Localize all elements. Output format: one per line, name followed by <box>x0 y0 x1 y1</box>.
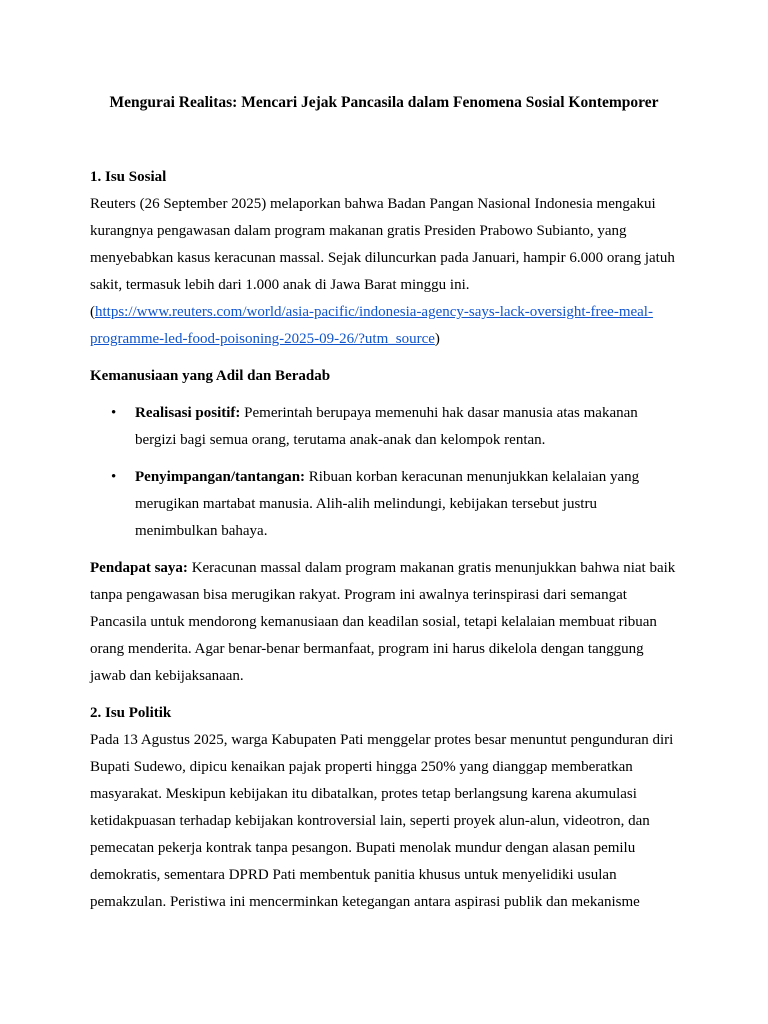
section-heading-political: 2. Isu Politik <box>90 705 172 721</box>
section-heading-social: 1. Isu Sosial <box>90 169 167 185</box>
bullet-label: Penyimpangan/tantangan: <box>135 469 306 485</box>
list-item <box>90 464 682 545</box>
social-paragraph <box>90 191 682 353</box>
bullet-list <box>90 400 682 545</box>
opinion-paragraph <box>90 555 682 690</box>
social-body: Reuters (26 September 2025) melaporkan bahwa Badan Pangan Nasional Indonesia mengakui kurangnya pengawasan dalam program makanan gratis Presiden Prabowo Subianto, yang menyebabkan kasus keracunan massal. Sejak diluncurkan pada Januari, hampir 6.000 orang jatuh sakit, termasuk lebih dari 1.000 anak di Jawa Barat minggu ini. <box>90 196 675 293</box>
principle-heading: Kemanusiaan yang Adil dan Beradab <box>90 368 331 384</box>
document-body <box>90 164 682 916</box>
link-close-paren: ) <box>434 331 440 347</box>
list-item <box>90 400 682 454</box>
reuters-link[interactable]: https://www.reuters.com/world/asia-pacific/indonesia-agency-says-lack-oversight-free-meal-programme-led-food-poisoning-2025-09-26/?utm_source <box>90 304 653 347</box>
bullet-label: Realisasi positif: <box>135 405 241 421</box>
bullet-icon: • <box>111 405 117 421</box>
political-paragraph: Pada 13 Agustus 2025, warga Kabupaten Pati menggelar protes besar menuntut pengunduran diri Bupati Sudewo, dipicu kenaikan pajak properti hingga 250% yang dianggap memberatkan masyarakat. Meskipun kebijakan itu dibatalkan, protes tetap berlangsung karena akumulasi ketidakpuasan terhadap kebijakan kontroversial lain, seperti proyek alun-alun, videotron, dan pemecatan pekerja kontrak tanpa pesangon. Bupati menolak mundur dengan alasan pemilu demokratis, sementara DPRD Pati membentuk panitia khusus untuk menyelidiki usulan pemakzulan. Peristiwa ini mencerminkan ketegangan antara aspirasi publik dan mekanisme <box>90 732 674 910</box>
link-open-paren: ( <box>90 304 95 320</box>
bullet-icon: • <box>111 469 117 485</box>
opinion-label: Pendapat saya: <box>90 560 188 576</box>
document-title: Mengurai Realitas: Mencari Jejak Pancasila dalam Fenomena Sosial Kontemporer <box>109 94 659 111</box>
bullet-text: Pemerintah berupaya memenuhi hak dasar manusia atas makanan bergizi bagi semua orang, terutama anak-anak dan kelompok rentan. <box>135 405 638 448</box>
opinion-text: Keracunan massal dalam program makanan gratis menunjukkan bahwa niat baik tanpa pengawasan bisa merugikan rakyat. Program ini awalnya terinspirasi dari semangat Pancasila untuk mendorong kemanusiaan dan keadilan sosial, tetapi kelalaian membuat ribuan orang menderita. Agar benar-benar bermanfaat, program ini harus dikelola dengan tanggung jawab dan kebijaksanaan. <box>90 560 676 684</box>
bullet-text: Ribuan korban keracunan menunjukkan kelalaian yang merugikan martabat manusia. Alih-alih melindungi, kebijakan tersebut justru menimbulkan bahaya. <box>135 469 640 539</box>
